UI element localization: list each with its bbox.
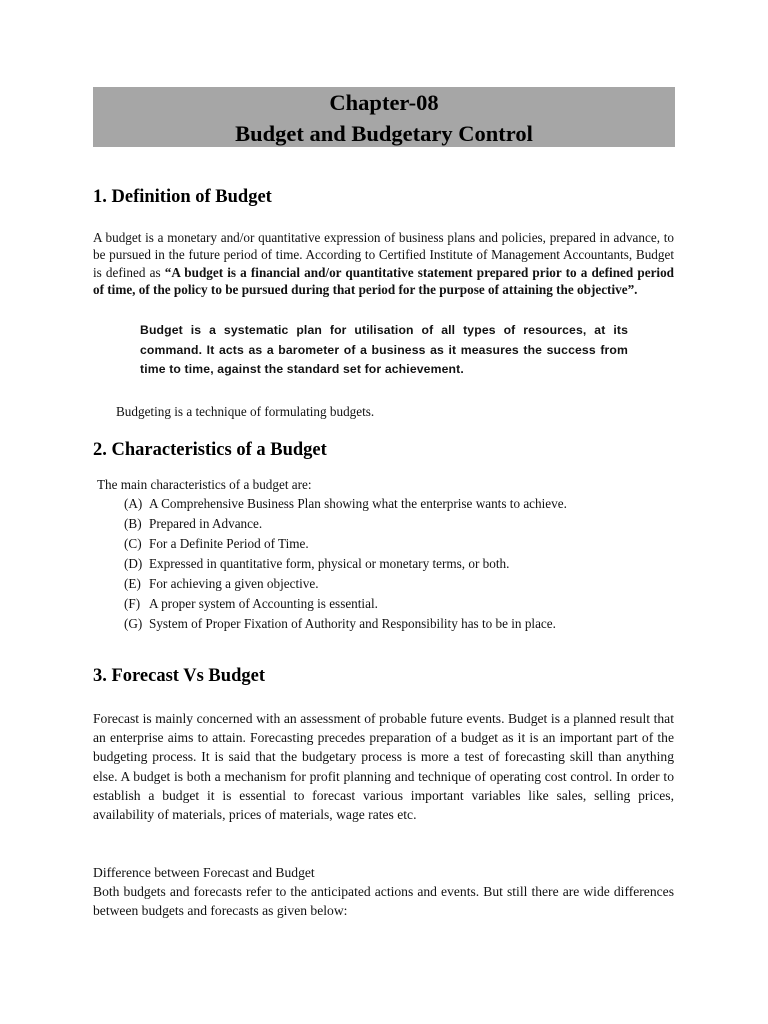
emphasis-block: Budget is a systematic plan for utilisation of all types of resources, at its command. It acts as a barometer of a business as it measures the success from time to time, against the standard set for achievement.: [140, 323, 628, 377]
list-item: [124, 594, 567, 614]
chapter-number: Chapter-08: [329, 90, 439, 115]
list-marker: (C): [124, 536, 142, 551]
list-marker: (B): [124, 516, 142, 531]
list-item-text: For a Definite Period of Time.: [149, 536, 309, 551]
characteristics-list: [124, 494, 567, 634]
forecast-paragraph: Forecast is mainly concerned with an assessment of probable future events. Budget is a planned result that an enterprise aims to attain. Forecasting precedes preparation of a budget as it is an important part of the budgeting process. It is said that the budgetary process is more a test of forecasting skill than anything else. A budget is both a mechanism for profit planning and technique of operating cost control. In order to establish a budget it is essential to forecast various important variables like sales, selling prices, availability of materials, prices of materials, wage rates etc.: [93, 711, 674, 823]
list-item: [124, 534, 567, 554]
chapter-title-banner: [93, 87, 675, 147]
list-item: [124, 574, 567, 594]
list-marker: (A): [124, 496, 143, 511]
characteristics-intro: The main characteristics of a budget are:: [97, 477, 312, 492]
section-2-heading: 2. Characteristics of a Budget: [93, 440, 327, 460]
list-item: [124, 554, 567, 574]
definition-paragraph: [93, 229, 674, 298]
section-1-heading: 1. Definition of Budget: [93, 187, 272, 207]
list-item-text: For achieving a given objective.: [149, 576, 319, 591]
definition-quote: “A budget is a financial and/or quantitative statement prepared prior to a defined period of time, of the policy to be pursued during that period for the purpose of attaining the objective”.: [93, 264, 675, 297]
list-marker: (E): [124, 576, 141, 591]
list-item: [124, 494, 567, 514]
list-item-text: Prepared in Advance.: [149, 516, 263, 531]
list-item: [124, 514, 567, 534]
list-marker: (F): [124, 596, 141, 611]
list-marker: (D): [124, 556, 143, 571]
section-3-heading: 3. Forecast Vs Budget: [93, 666, 265, 686]
chapter-title: Budget and Budgetary Control: [235, 121, 533, 146]
list-item: [124, 614, 567, 634]
list-item-text: System of Proper Fixation of Authority and Responsibility has to be in place.: [149, 616, 556, 631]
list-item-text: A Comprehensive Business Plan showing what the enterprise wants to achieve.: [149, 496, 567, 511]
difference-paragraph: Both budgets and forecasts refer to the anticipated actions and events. But still there are wide differences between budgets and forecasts as given below:: [93, 884, 674, 919]
difference-subheading: Difference between Forecast and Budget: [93, 865, 315, 880]
list-marker: (G): [124, 616, 143, 631]
definition-text: A budget is a monetary and/or quantitative expression of business plans and policies, prepared in advance, to be pursued in the future period of time. According to Certified Institute of Management Accountants, Budget is defined as: [93, 230, 674, 280]
list-item-text: Expressed in quantitative form, physical or monetary terms, or both.: [149, 556, 510, 571]
list-item-text: A proper system of Accounting is essential.: [149, 596, 378, 611]
budgeting-note: Budgeting is a technique of formulating budgets.: [116, 404, 375, 419]
